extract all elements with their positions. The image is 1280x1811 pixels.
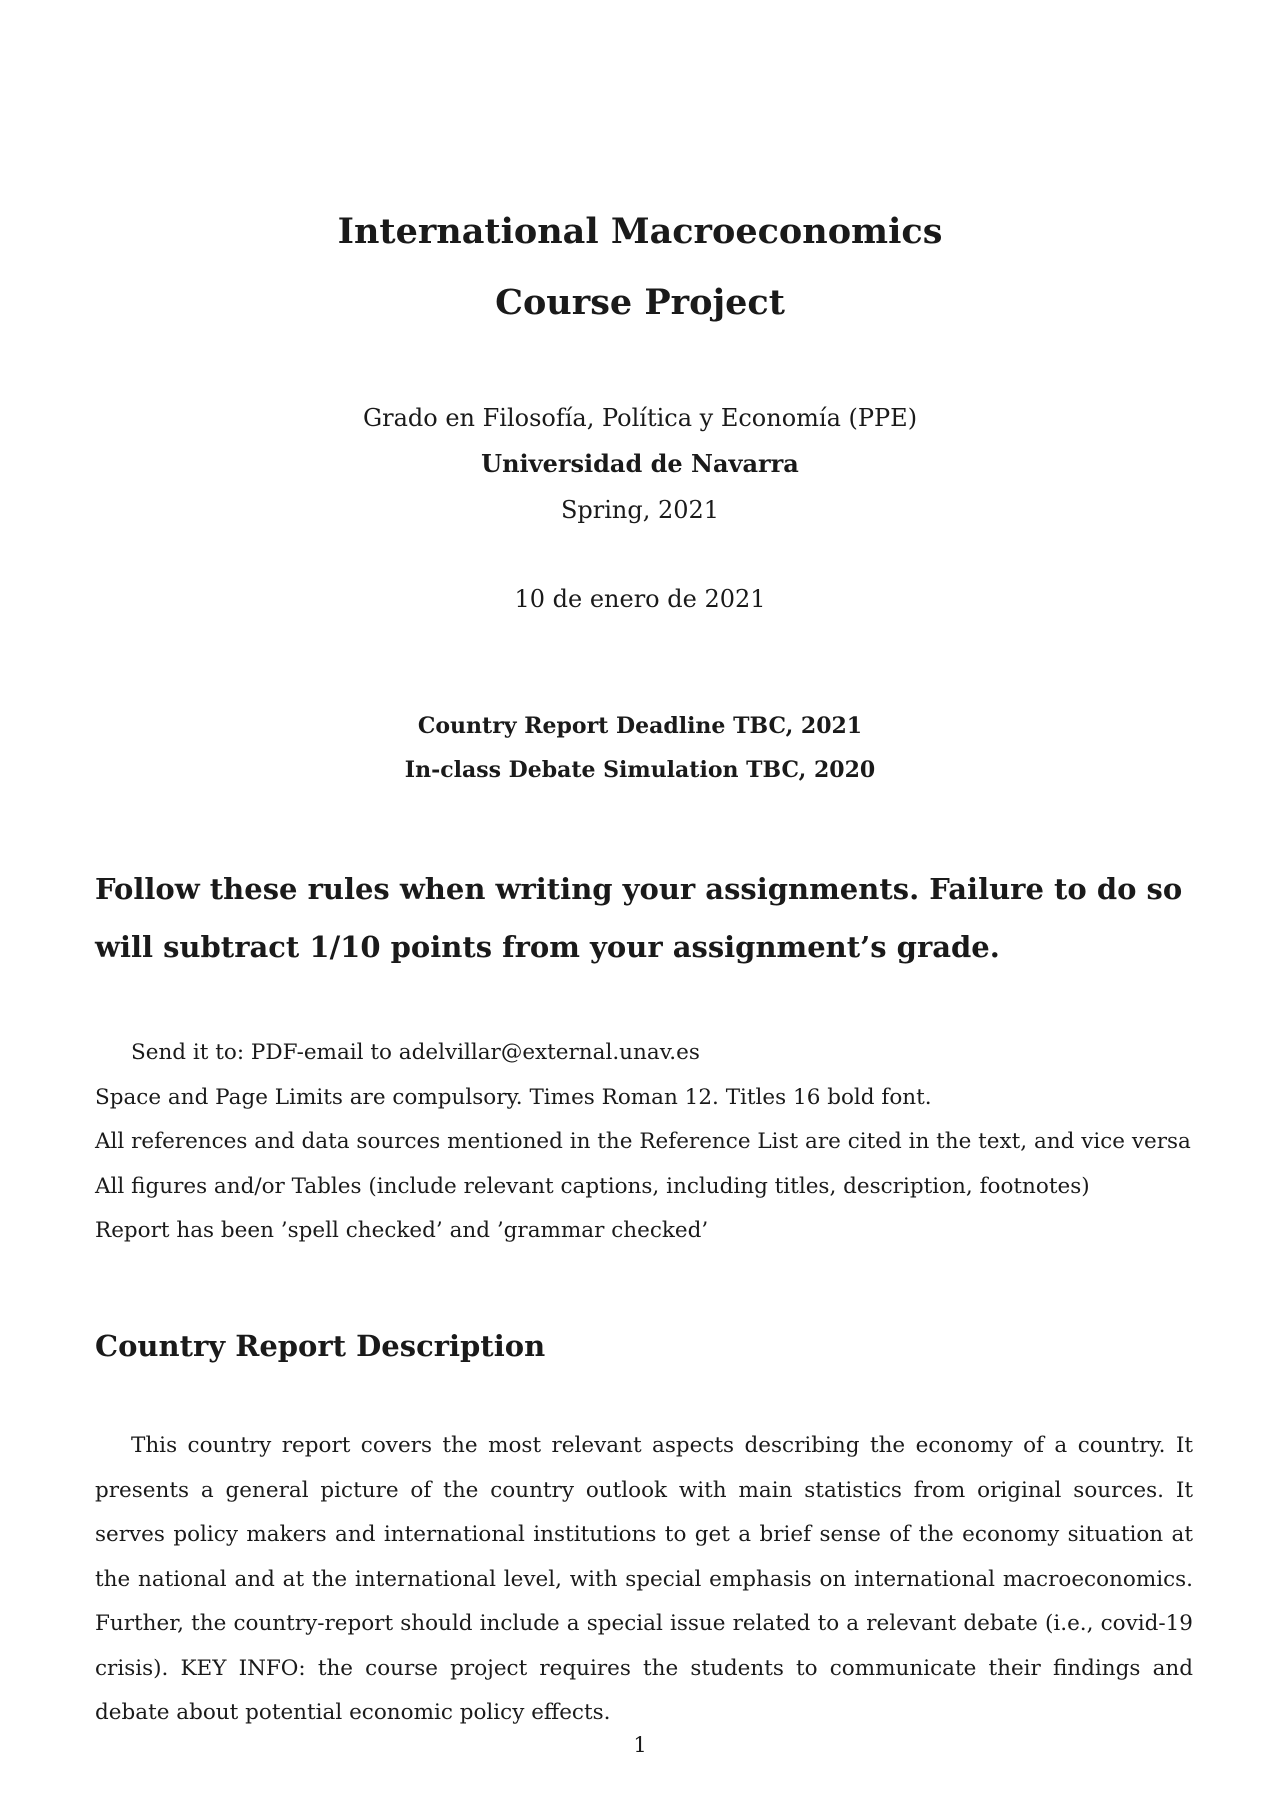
page-number: 1 bbox=[633, 1733, 647, 1757]
report-deadline: Country Report Deadline TBC, 2021 bbox=[417, 713, 863, 739]
rules-heading: Follow these rules when writing your assignments. Failure to do so will subtract 1/10 points from your assignment’s grade. bbox=[95, 872, 1183, 964]
document-subtitle: Course Project bbox=[495, 282, 785, 323]
rule-item: Report has been ’spell checked’ and ’grammar checked’ bbox=[95, 1218, 709, 1243]
section-body: This country report covers the most relevant aspects describing the economy of a country. It presents a general picture of the country outlook with main statistics from original sources. It serves policy makers and international institutions to get a brief sense of the economy situation at the national and at the international level, with special emphasis on international macroeconomics. Further, the country-report should include a special issue related to a relevant debate (i.e., covid-19 crisis). KEY INFO: the course project requires the students to communicate their findings and debate about potential economic policy effects. bbox=[95, 1433, 1193, 1725]
rule-item: Space and Page Limits are compulsory. Times Roman 12. Titles 16 bold font. bbox=[95, 1084, 932, 1110]
document-title: International Macroeconomics bbox=[337, 211, 943, 252]
rule-item: All figures and/or Tables (include relevant captions, including titles, description, footnotes) bbox=[95, 1173, 1090, 1199]
section-heading: Country Report Description bbox=[95, 1329, 546, 1363]
rules-list bbox=[95, 1031, 1195, 1254]
rule-item: All references and data sources mentioned in the Reference List are cited in the text, and vice versa bbox=[95, 1129, 1191, 1154]
debate-deadline: In-class Debate Simulation TBC, 2020 bbox=[404, 757, 876, 783]
university-name: Universidad de Navarra bbox=[481, 449, 799, 478]
rule-item: Send it to: PDF-email to adelvillar@external.unav.es bbox=[131, 1040, 700, 1065]
document-date: 10 de enero de 2021 bbox=[514, 585, 766, 613]
program-name: Grado en Filosofía, Política y Economía (PPE) bbox=[362, 404, 918, 432]
term: Spring, 2021 bbox=[560, 496, 720, 524]
